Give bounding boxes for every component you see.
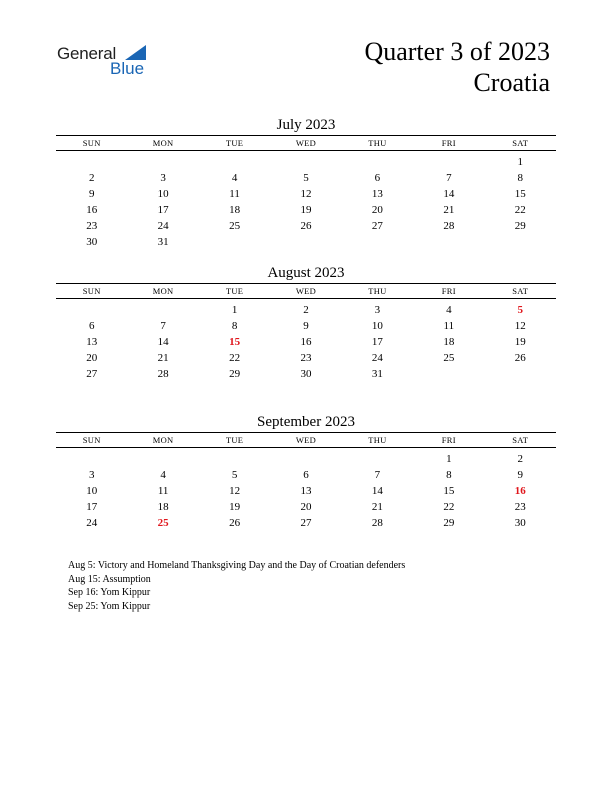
weekday-label: SUN [82, 138, 101, 148]
empty-day-cell [270, 234, 341, 250]
day-cell: 14 [443, 188, 455, 200]
holiday-note: Aug 15: Assumption [68, 573, 151, 585]
weekday-label: SAT [512, 286, 529, 296]
day-cell: 4 [160, 469, 166, 481]
day-cell: 16 [300, 336, 312, 348]
week-row [56, 467, 556, 483]
empty-day-cell [485, 234, 556, 250]
day-cell: 28 [443, 220, 455, 232]
generalblue-logo [57, 44, 157, 80]
day-cell: 18 [157, 501, 169, 513]
weekday-label: THU [368, 286, 387, 296]
day-cell: 29 [514, 220, 526, 232]
empty-day-cell [199, 154, 270, 170]
empty-day-cell [270, 154, 341, 170]
day-cell: 14 [157, 336, 169, 348]
month-title: September 2023 [257, 414, 355, 430]
day-cell: 12 [229, 485, 241, 497]
day-cell: 2 [303, 304, 309, 316]
day-cell: 22 [514, 204, 526, 216]
day-cell: 5 [231, 469, 238, 481]
weekday-label: FRI [441, 138, 456, 148]
day-cell: 10 [371, 320, 383, 332]
weekday-header-row [56, 135, 556, 151]
day-cell: 17 [86, 501, 98, 513]
day-cell: 3 [160, 172, 166, 184]
empty-day-cell [413, 154, 484, 170]
day-cell: 29 [229, 368, 241, 380]
day-cell: 1 [231, 304, 238, 316]
weekday-header-row [56, 283, 556, 299]
day-cell: 27 [371, 220, 383, 232]
month-title: August 2023 [267, 265, 345, 281]
day-cell: 12 [300, 188, 312, 200]
holiday-day-cell: 16 [514, 485, 526, 497]
month-title: July 2023 [276, 117, 336, 133]
day-cell: 30 [514, 517, 526, 529]
day-cell: 26 [300, 220, 312, 232]
week-row [56, 451, 556, 467]
weekday-label: FRI [441, 435, 456, 445]
weekday-label: TUE [225, 286, 244, 296]
weekday-label: WED [295, 286, 317, 296]
day-cell: 17 [157, 204, 169, 216]
day-cell: 24 [371, 352, 383, 364]
day-cell: 14 [371, 485, 383, 497]
weekday-label: FRI [441, 286, 456, 296]
empty-day-cell [342, 451, 413, 467]
day-cell: 9 [303, 320, 309, 332]
weekday-label: SAT [512, 435, 529, 445]
day-cell: 23 [300, 352, 312, 364]
week-row [56, 302, 556, 318]
page-title [364, 36, 550, 98]
day-cell: 7 [160, 320, 166, 332]
day-cell: 11 [229, 188, 240, 200]
day-cell: 19 [514, 336, 526, 348]
day-cell: 20 [86, 352, 98, 364]
week-row [56, 366, 556, 382]
week-row [56, 170, 556, 186]
empty-day-cell [199, 451, 270, 467]
day-cell: 1 [517, 156, 524, 168]
day-cell: 21 [443, 204, 455, 216]
empty-day-cell [413, 234, 484, 250]
empty-day-cell [56, 302, 127, 318]
holiday-day-cell: 5 [517, 304, 524, 316]
day-cell: 21 [371, 501, 383, 513]
day-cell: 18 [443, 336, 455, 348]
day-cell: 13 [371, 188, 383, 200]
day-cell: 28 [371, 517, 383, 529]
day-cell: 30 [86, 236, 98, 248]
day-cell: 23 [514, 501, 526, 513]
weekday-label: WED [295, 435, 317, 445]
day-cell: 23 [86, 220, 98, 232]
empty-day-cell [56, 451, 127, 467]
weekday-label: WED [295, 138, 317, 148]
title-country: Croatia [473, 68, 550, 97]
day-cell: 17 [371, 336, 383, 348]
day-cell: 20 [300, 501, 312, 513]
holiday-note: Aug 5: Victory and Homeland Thanksgiving Day and the Day of Croatian defenders [68, 560, 406, 571]
logo-blue-text: Blue [110, 59, 145, 78]
day-cell: 6 [88, 320, 95, 332]
week-row [56, 318, 556, 334]
day-cell: 10 [86, 485, 98, 497]
day-cell: 24 [86, 517, 98, 529]
empty-day-cell [485, 366, 556, 382]
day-cell: 11 [443, 320, 455, 332]
day-cell: 8 [231, 320, 238, 332]
day-cell: 15 [514, 188, 526, 200]
day-cell: 4 [231, 172, 238, 184]
day-cell: 29 [443, 517, 455, 529]
weekday-label: THU [368, 435, 387, 445]
empty-day-cell [56, 154, 127, 170]
day-cell: 13 [300, 485, 312, 497]
holiday-note: Sep 16: Yom Kippur [68, 587, 151, 598]
logo-general-text: General [57, 44, 117, 63]
month-calendar-september [56, 412, 556, 531]
week-row [56, 154, 556, 170]
day-cell: 22 [229, 352, 241, 364]
day-cell: 12 [514, 320, 526, 332]
holiday-note: Sep 25: Yom Kippur [68, 600, 151, 612]
day-cell: 2 [88, 172, 95, 184]
weekday-label: MON [152, 138, 174, 148]
week-row [56, 350, 556, 366]
week-row [56, 218, 556, 234]
weekday-header-row [56, 432, 556, 448]
day-cell: 6 [374, 172, 381, 184]
day-cell: 9 [517, 469, 524, 481]
weekday-label: TUE [225, 138, 244, 148]
day-cell: 22 [443, 501, 455, 513]
day-cell: 1 [446, 453, 452, 465]
day-cell: 6 [303, 469, 309, 481]
day-cell: 13 [86, 336, 98, 348]
holiday-day-cell: 25 [157, 517, 169, 529]
day-cell: 19 [300, 204, 312, 216]
day-cell: 8 [517, 172, 524, 184]
day-cell: 28 [157, 368, 169, 380]
day-cell: 24 [157, 220, 169, 232]
day-cell: 2 [517, 453, 524, 465]
holiday-notes [68, 559, 428, 613]
weekday-label: TUE [225, 435, 244, 445]
day-cell: 31 [157, 236, 169, 248]
day-cell: 3 [88, 469, 95, 481]
day-cell: 27 [300, 517, 312, 529]
day-cell: 27 [86, 368, 98, 380]
day-cell: 11 [157, 485, 169, 497]
month-calendar-august [56, 263, 556, 382]
month-calendar-july [56, 115, 556, 250]
weekday-label: SUN [82, 435, 101, 445]
day-cell: 9 [88, 188, 95, 200]
day-cell: 7 [446, 172, 452, 184]
day-cell: 20 [371, 204, 383, 216]
empty-day-cell [270, 451, 341, 467]
week-row [56, 202, 556, 218]
day-cell: 7 [374, 469, 381, 481]
empty-day-cell [127, 154, 198, 170]
day-cell: 8 [446, 469, 452, 481]
weekday-label: THU [368, 138, 387, 148]
title-quarter: Quarter 3 of 2023 [364, 37, 550, 66]
day-cell: 25 [229, 220, 241, 232]
week-row [56, 483, 556, 499]
day-cell: 18 [229, 204, 241, 216]
day-cell: 30 [300, 368, 312, 380]
logo-triangle-icon [125, 45, 146, 60]
weekday-label: SAT [512, 138, 529, 148]
day-cell: 15 [443, 485, 455, 497]
empty-day-cell [127, 451, 198, 467]
empty-day-cell [127, 302, 198, 318]
weekday-label: MON [152, 435, 174, 445]
week-row [56, 499, 556, 515]
empty-day-cell [199, 234, 270, 250]
day-cell: 16 [86, 204, 98, 216]
day-cell: 21 [157, 352, 169, 364]
empty-day-cell [413, 366, 484, 382]
holiday-day-cell: 15 [229, 336, 241, 348]
day-cell: 5 [303, 172, 309, 184]
empty-day-cell [342, 154, 413, 170]
weekday-label: MON [152, 286, 174, 296]
week-row [56, 186, 556, 202]
day-cell: 26 [514, 352, 526, 364]
week-row [56, 234, 556, 250]
empty-day-cell [342, 234, 413, 250]
day-cell: 25 [443, 352, 455, 364]
week-row [56, 334, 556, 350]
day-cell: 19 [229, 501, 241, 513]
day-cell: 3 [374, 304, 381, 316]
day-cell: 4 [446, 304, 452, 316]
week-row [56, 515, 556, 531]
day-cell: 10 [157, 188, 169, 200]
weekday-label: SUN [82, 286, 101, 296]
day-cell: 31 [371, 368, 383, 380]
day-cell: 26 [229, 517, 241, 529]
